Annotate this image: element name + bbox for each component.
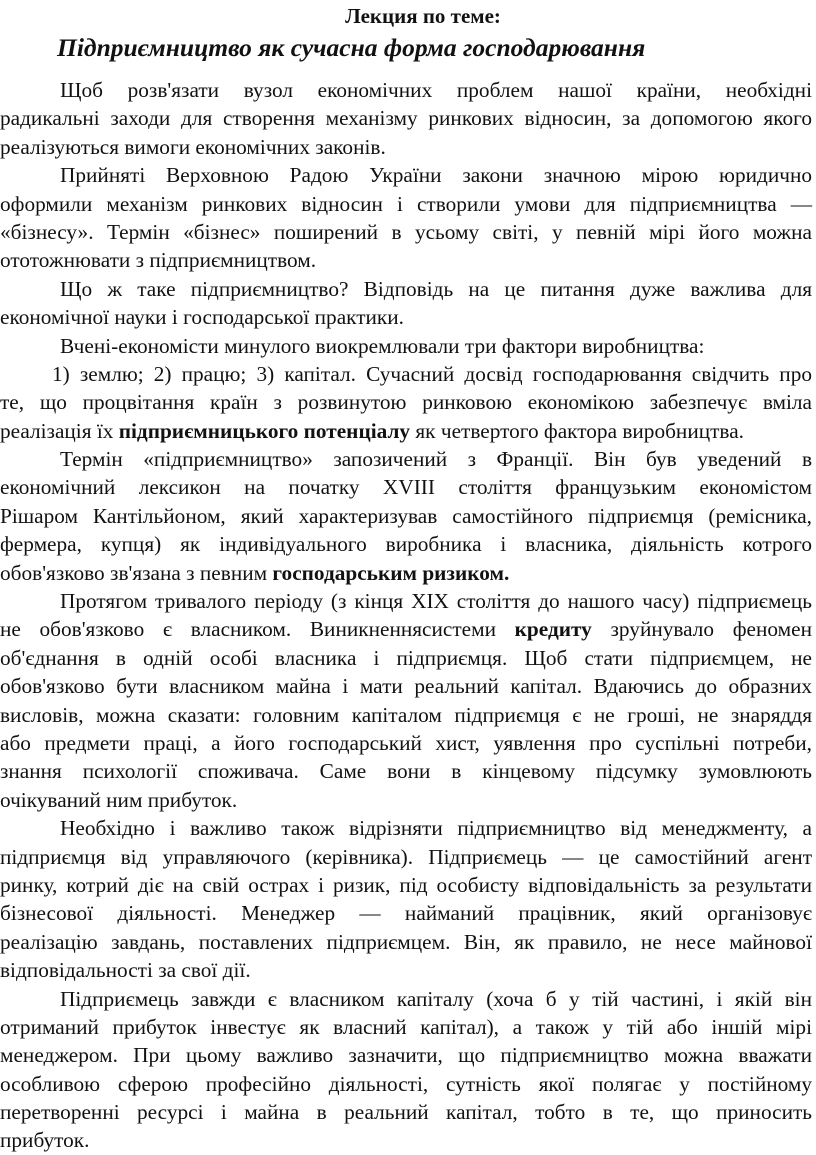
text-line: радикальні заходи для створення механізму ринкових відносин, за допомогою якого xyxy=(0,106,812,131)
text-line: ринку, котрий діє на свій острах і ризик, під особисту відповідальність за результати xyxy=(0,872,812,897)
text-line: Необхідно і важливо також відрізняти підприємництво від менеджменту, а xyxy=(60,816,812,841)
text-line: Вчені-економісти минулого виокремлювали три фактори виробництва: xyxy=(60,333,705,358)
text-line: Підприємець завжди є власником капіталу (хоча б у тій частині, і якій він xyxy=(60,986,812,1011)
text-line: об'єднання в одній особі власника і підприємця. Щоб стати підприємцем, не xyxy=(0,645,812,670)
text-line: прибуток. xyxy=(0,1128,90,1153)
text-span: не обов'язково є власником. Виникненнясистеми xyxy=(0,617,515,642)
text-span: як четвертого фактора виробництва. xyxy=(410,418,744,443)
text-line: оформили механізм ринкових відносин і створили умови для підприємництва — xyxy=(0,191,812,216)
text-line: «бізнесу». Термін «бізнес» поширений в усьому світі, у певній мірі його можна xyxy=(0,219,812,244)
text-line: Термін «підприємництво» запозичений з Франції. Він був уведений в xyxy=(60,447,812,472)
text-line: знання психології споживача. Саме вони в кінцевому підсумку зумовлюють xyxy=(0,759,812,784)
text-line: відповідальності за свої дії. xyxy=(0,958,251,983)
text-line: економічний лексикон на початку XVIII століття французьким економістом xyxy=(0,475,812,500)
text-line: отриманий прибуток інвестує як власний капітал), а також у тій або іншій мірі xyxy=(0,1014,812,1039)
text-line: реалізуються вимоги економічних законів. xyxy=(0,134,386,159)
text-span: зруйнувало феномен xyxy=(591,617,812,642)
text-line xyxy=(0,417,816,445)
text-line xyxy=(0,559,816,587)
text-line xyxy=(0,615,816,643)
text-line: Рішаром Кантільйоном, який характеризував самостійного підприємця (ремісника, xyxy=(0,503,812,528)
text-span: обов'язково зв'язана з певним xyxy=(0,560,273,585)
text-line: або предмети праці, а його господарський хист, уявлення про суспільні потреби, xyxy=(0,730,812,755)
text-line: економічної науки і господарської практики. xyxy=(0,305,404,330)
text-line: підприємця від управляючого (керівника). Підприємець — це самостійний агент xyxy=(0,844,812,869)
text-line: те, що процвітання країн з розвинутою ринковою економікою забезпечує вміла xyxy=(0,390,812,415)
text-line: ототожнювати з підприємництвом. xyxy=(0,248,317,273)
text-line: Що ж таке підприємництво? Відповідь на це питання дуже важлива для xyxy=(60,276,812,301)
text-line: перетворенні ресурсі і майна в реальний капітал, тобто в те, що приносить xyxy=(0,1100,812,1125)
lecture-heading: Лекция по теме: xyxy=(345,4,501,28)
text-line: бізнесової діяльності. Менеджер — найманий працівник, який організовує xyxy=(0,901,812,926)
text-span: реалізація їх xyxy=(0,418,119,443)
text-line: Протягом тривалого періоду (з кінця XIX століття до нашого часу) підприємець xyxy=(60,589,812,614)
text-line: особливою сферою професійно діяльності, сутність якої полягає у постійному xyxy=(0,1071,812,1096)
text-line: Прийняті Верховною Радою України закони значною мірою юридично xyxy=(60,163,812,188)
text-line: Щоб розв'язати вузол економічних проблем нашої країни, необхідні xyxy=(60,78,812,102)
text-line: менеджером. При цьому важливо зазначити, що підприємництво можна вважати xyxy=(0,1043,812,1068)
text-line: обов'язково бути власником майна і мати реальний капітал. Вдаючись до образних xyxy=(0,674,812,699)
text-line: висловів, можна сказати: головним капіталом підприємця є не гроші, не знаряддя xyxy=(0,702,812,727)
lecture-title: Підприємництво як сучасна форма господарювання xyxy=(57,33,646,62)
bold-term: підприємницького потенціалу xyxy=(118,418,411,443)
bold-term: господарським ризиком. xyxy=(272,560,510,585)
bold-term: кредиту xyxy=(514,617,592,642)
text-line: фермера, купця) як індивідуального виробника і власника, діяльність котрого xyxy=(0,532,812,557)
text-line: 1) землю; 2) працю; 3) капітал. Сучасний досвід господарювання свідчить про xyxy=(52,361,812,386)
lecture-body xyxy=(0,76,816,1155)
text-line: очікуваний ним прибуток. xyxy=(0,787,238,812)
text-line: реалізацію завдань, поставлених підприємцем. Він, як правило, не несе майнової xyxy=(0,929,812,954)
